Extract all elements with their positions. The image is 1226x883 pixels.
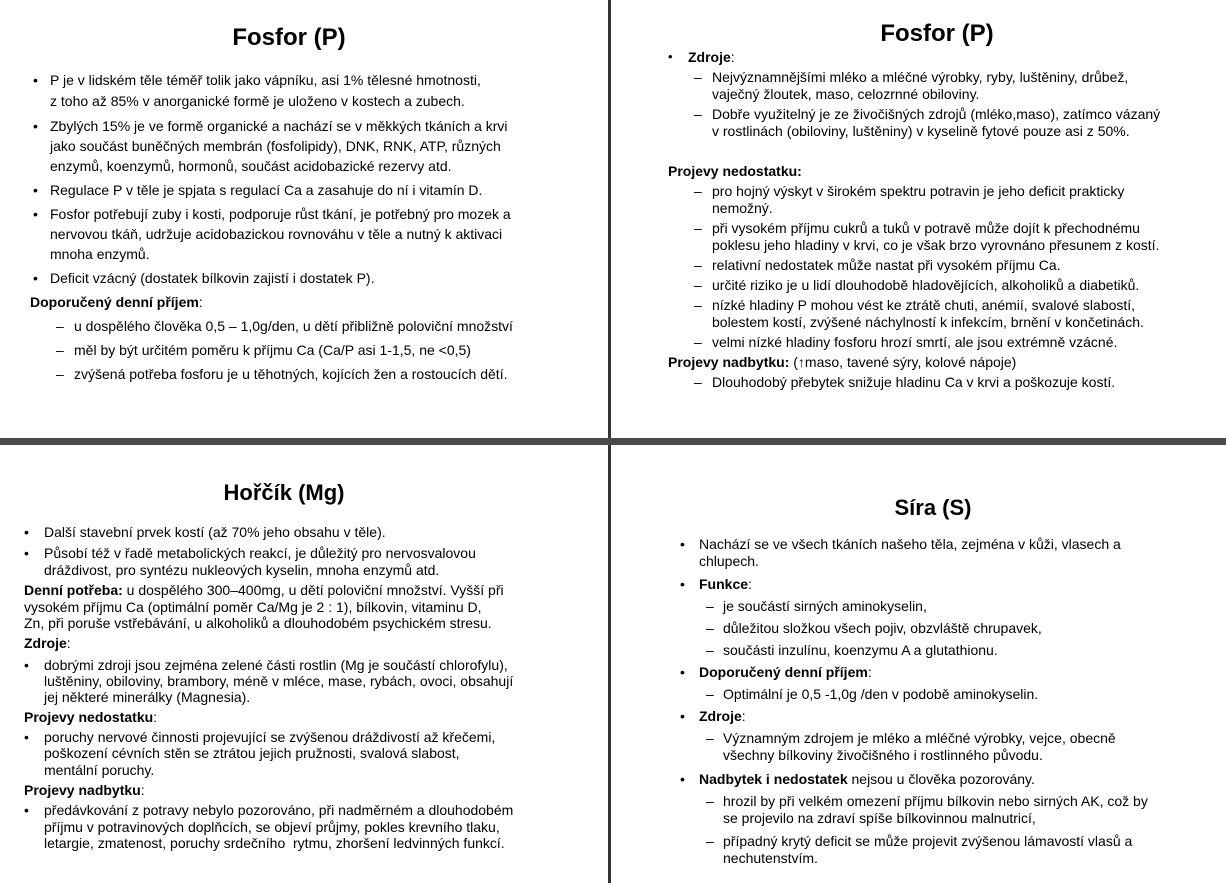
text-line: letargie, zmatenost, poruchy srdečního rytmu, zhoršení ledvinných funkcí.: [44, 835, 505, 851]
text-line: jej některé minerálky (Magnesia).: [44, 689, 251, 705]
bullet-dot: •: [680, 536, 685, 552]
dash-marker: –: [694, 277, 702, 293]
text-line: poškození cévních stěn se ztrátou jejich pružnosti, svalová slabost,: [44, 745, 460, 761]
text-line: hrozil by při velkém omezení příjmu bílkovin nebo sirných AK, což by: [723, 793, 1148, 809]
section-heading: [699, 576, 752, 593]
heading-colon: :: [748, 576, 752, 592]
text-line: Dobře využitelný je ze živočišných zdrojů (mléko,maso), zatímco vázaný: [712, 106, 1161, 122]
text-line: poruchy nervové činnosti projevující se zvýšenou dráždivostí až křečemi,: [44, 729, 496, 745]
heading-label: Denní potřeba:: [24, 582, 123, 598]
heading-colon: :: [730, 49, 735, 65]
section-heading: [24, 582, 504, 599]
text-line: všechny bílkoviny živočišného i rostlinného původu.: [723, 747, 1043, 763]
bullet-dot: •: [24, 545, 29, 561]
text-line: P je v lidském těle téměř tolik jako vápníku, asi 1% tělesné hmotnosti,: [50, 72, 481, 88]
horizontal-divider: [0, 438, 1226, 445]
section-heading: [699, 771, 1035, 788]
heading-colon: :: [66, 635, 71, 651]
section-heading: [688, 49, 735, 66]
dash-marker: –: [694, 183, 702, 199]
heading-rest: (↑maso, tavené sýry, kolové nápoje): [789, 354, 1017, 370]
slide-title: Síra (S): [894, 495, 972, 520]
heading-colon: :: [867, 664, 872, 680]
heading-rest: nejsou u člověka pozorovány.: [847, 771, 1035, 787]
dash-marker: –: [694, 106, 702, 122]
dash-marker: –: [706, 833, 714, 849]
text-line: Nejvýznamnějšími mléko a mléčné výrobky, ryby, luštěniny, drůbež,: [712, 69, 1129, 85]
text-line: mentální poruchy.: [44, 762, 155, 778]
dash-marker: –: [56, 318, 64, 334]
bullet-dot: •: [33, 206, 38, 222]
heading-label: Projevy nadbytku:: [668, 354, 790, 370]
text-line: předávkování z potravy nebylo pozorováno, při nadměrném a dlouhodobém: [44, 802, 514, 818]
text-line: bolestem kostí, zvýšené náchylností k infekcím, brnění v končetinách.: [712, 314, 1144, 330]
heading-colon: :: [198, 294, 203, 310]
text-line: jako součást buněčných membrán (fosfolipidy), DNK, RNK, ATP, různých: [50, 138, 501, 154]
text-line: Fosfor potřebují zuby i kosti, podporuje růst tkání, je potřebný pro mozek a: [50, 206, 511, 222]
text-line: součásti inzulínu, koenzymu A a glutathionu.: [723, 642, 998, 658]
section-heading: [699, 664, 872, 681]
section-heading: [668, 354, 1016, 371]
text-line: nervovou tkáň, udržuje acidobazickou rovnováhu v těle a nutný k aktivaci: [50, 226, 503, 242]
text-line: dobrými zdroji jsou zejména zelené části rostlin (Mg je součástí chlorofylu),: [44, 657, 508, 673]
bullet-dot: •: [33, 118, 38, 134]
heading-colon: :: [140, 782, 145, 798]
heading-label: Doporučený denní příjem: [699, 664, 868, 680]
text-line: luštěniny, obiloviny, brambory, méně v mléce, mase, rybách, ovoci, obsahují: [44, 673, 514, 689]
text-line: Významným zdrojem je mléko a mléčné výrobky, vejce, obecně: [723, 730, 1116, 746]
text-line: nemožný.: [712, 200, 773, 216]
heading-label: Projevy nadbytku: [24, 782, 141, 798]
text-line: Další stavební prvek kostí (až 70% jeho obsahu v těle).: [44, 524, 386, 540]
text-line: Působí též v řadě metabolických reakcí, je důležitý pro nervosvalovou: [44, 545, 476, 561]
bullet-dot: •: [24, 657, 29, 673]
dash-marker: –: [694, 220, 702, 236]
dash-marker: –: [694, 297, 702, 313]
text-line: relativní nedostatek může nastat při vysokém příjmu Ca.: [712, 257, 1061, 273]
text-line: Dlouhodobý přebytek snižuje hladinu Ca v krvi a poškozuje kostí.: [712, 374, 1116, 390]
text-line: při vysokém příjmu cukrů a tuků v potravě může dojít k přechodnému: [712, 220, 1140, 236]
text-line: nechutenstvím.: [723, 850, 818, 866]
bullet-dot: •: [668, 49, 673, 64]
section-heading: Projevy nedostatku:: [668, 163, 802, 179]
text-line: je součástí sirných aminokyselin,: [723, 598, 927, 614]
heading-label: Zdroje: [699, 708, 742, 724]
bullet-dot: •: [24, 729, 29, 745]
text-line: případný krytý deficit se může projevit zvýšenou lámavostí vlasů a: [723, 833, 1133, 849]
heading-colon: :: [153, 709, 158, 725]
text-line: Regulace P v těle je spjata s regulací Ca a zasahuje do ní i vitamín D.: [50, 182, 483, 198]
text-line: v rostlinách (obiloviny, luštěniny) v kyselině fytové pouze asi z 50%.: [712, 123, 1130, 139]
bullet-dot: •: [680, 771, 685, 787]
heading-label: Nadbytek i nedostatek: [699, 771, 848, 787]
dash-marker: –: [694, 374, 702, 390]
section-heading: [24, 635, 71, 652]
text-line: Optimální je 0,5 -1,0g /den v podobě aminokyselin.: [723, 686, 1039, 702]
heading-label: Zdroje: [24, 635, 67, 651]
dash-marker: –: [694, 69, 702, 85]
bullet-dot: •: [33, 72, 38, 88]
text-line: vysokém příjmu Ca (optimální poměr Ca/Mg je 2 : 1), bílkovin, vitaminu D,: [24, 599, 482, 615]
dash-marker: –: [694, 257, 702, 273]
text-line: u dospělého člověka 0,5 – 1,0g/den, u dětí přibližně poloviční množství: [74, 318, 513, 334]
text-line: vaječný žloutek, maso, celozrnné obiloviny.: [712, 86, 980, 102]
text-line: Nachází se ve všech tkáních našeho těla, zejména v kůži, vlasech a: [699, 536, 1121, 552]
section-heading: [24, 709, 157, 726]
dash-marker: –: [706, 620, 714, 636]
text-line: příjmu v potravinových doplňcích, se objeví průjmy, pokles krevního tlaku,: [44, 819, 500, 835]
text-line: poklesu jeho hladiny v krvi, co je však brzo vyrovnáno přesunem z kostí.: [712, 237, 1160, 253]
section-heading: [699, 708, 746, 725]
text-line: velmi nízké hladiny fosforu hrozí smrtí, ale jsou extrémně vzácné.: [712, 334, 1118, 350]
dash-marker: –: [694, 334, 702, 350]
dash-marker: –: [706, 686, 714, 702]
slide-title: Fosfor (P): [880, 20, 994, 47]
bullet-dot: •: [33, 182, 38, 198]
text-line: se projevilo na zdraví spíše bílkovinnou malnutricí,: [723, 810, 1036, 826]
text-line: důležitou složkou všech pojiv, obzvláště chrupavek,: [723, 620, 1042, 636]
text-line: enzymů, koenzymů, hormonů, součást acidobazické rezervy atd.: [50, 158, 452, 174]
slide-title: Fosfor (P): [232, 24, 346, 51]
bullet-dot: •: [680, 576, 685, 592]
section-heading: [24, 782, 145, 799]
text-line: mnoha enzymů.: [50, 246, 150, 262]
text-line: nízké hladiny P mohou vést ke ztrátě chuti, anémií, svalové slabostí,: [712, 297, 1136, 313]
bullet-dot: •: [24, 524, 29, 540]
slide-title: Hořčík (Mg): [223, 480, 345, 505]
dash-marker: –: [706, 642, 714, 658]
bullet-dot: •: [680, 664, 685, 680]
dash-marker: –: [706, 598, 714, 614]
heading-label: Zdroje: [688, 49, 731, 65]
heading-label: Doporučený denní příjem: [30, 294, 199, 310]
dash-marker: –: [56, 366, 64, 382]
text-line: u dospělého 300–400mg, u dětí poloviční množství. Vyšší při: [122, 582, 504, 598]
text-line: chlupech.: [699, 553, 759, 569]
dash-marker: –: [706, 730, 714, 746]
text-line: z toho až 85% v anorganické formě je uloženo v kostech a zubech.: [50, 93, 465, 109]
text-line: dráždivost, pro syntézu nukleových kyselin, mnoha enzymů atd.: [44, 562, 440, 578]
text-line: měl by být určitém poměru k příjmu Ca (Ca/P asi 1-1,5, ne <0,5): [74, 342, 471, 358]
heading-label: Funkce: [699, 576, 749, 592]
heading-label: Projevy nedostatku: [24, 709, 154, 725]
text-line: určité riziko je u lidí dlouhodobě hladovějících, alkoholiků a diabetiků.: [712, 277, 1140, 293]
text-line: Zn, při poruše vstřebávání, u alkoholiků a dlouhodobém psychickém stresu.: [24, 615, 492, 631]
heading-colon: :: [741, 708, 746, 724]
text-line: Zbylých 15% je ve formě organické a nachází se v měkkých tkáních a krvi: [50, 118, 508, 134]
text-line: pro hojný výskyt v širokém spektru potravin je jeho deficit prakticky: [712, 183, 1125, 199]
bullet-dot: •: [33, 270, 38, 286]
text-line: zvýšená potřeba fosforu je u těhotných, kojících žen a rostoucích dětí.: [74, 366, 508, 382]
dash-marker: –: [56, 342, 64, 358]
text-line: Deficit vzácný (dostatek bílkovin zajistí i dostatek P).: [50, 270, 375, 286]
bullet-dot: •: [24, 802, 29, 818]
dash-marker: –: [706, 793, 714, 809]
section-heading: [30, 294, 203, 311]
bullet-dot: •: [680, 708, 685, 724]
